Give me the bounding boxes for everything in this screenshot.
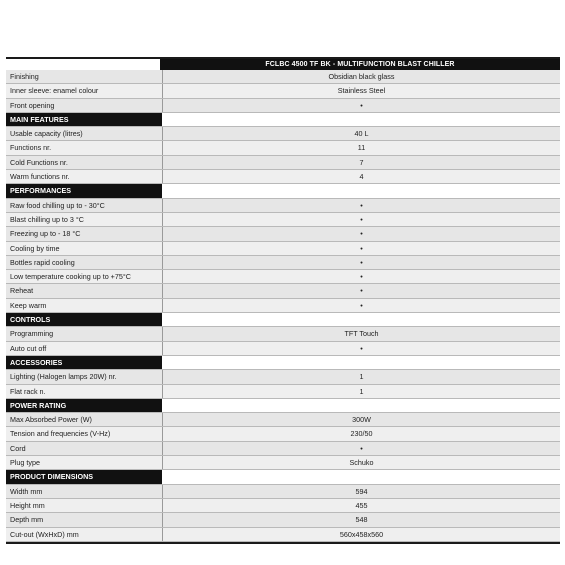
section-fill [162,184,560,197]
spec-label: Auto cut off [6,342,163,355]
spec-label: Bottles rapid cooling [6,256,163,269]
spec-row [6,141,560,155]
spec-value: • [163,99,560,112]
spec-label: Low temperature cooking up to +75°C [6,270,163,283]
spec-value: 1 [163,385,560,398]
spec-row [6,485,560,499]
spec-label: Flat rack n. [6,385,163,398]
section-rows [6,485,560,542]
title-blank-cell [6,59,160,70]
section-heading: ACCESSORIES [6,356,162,369]
title-row [6,57,560,70]
spec-label: Lighting (Halogen lamps 20W) nr. [6,370,163,383]
spec-label: Keep warm [6,299,163,312]
section-header [6,113,560,127]
spec-label: Warm functions nr. [6,170,163,183]
spec-label: Cold Functions nr. [6,156,163,169]
section-header [6,313,560,327]
spec-row [6,427,560,441]
spec-label: Front opening [6,99,163,112]
spec-label: Programming [6,327,163,340]
spec-label: Inner sleeve: enamel colour [6,84,163,97]
spec-row [6,156,560,170]
spec-label: Cut-out (WxHxD) mm [6,528,163,541]
spec-row [6,370,560,384]
spec-label: Depth mm [6,513,163,526]
spec-value: 11 [163,141,560,154]
spec-label: Height mm [6,499,163,512]
spec-label: Freezing up to - 18 °C [6,227,163,240]
spec-row [6,84,560,98]
spec-row [6,342,560,356]
section-heading: POWER RATING [6,399,162,412]
spec-row [6,442,560,456]
spec-label: Usable capacity (litres) [6,127,163,140]
spec-row [6,242,560,256]
section-heading: PRODUCT DIMENSIONS [6,470,162,483]
spec-label: Raw food chilling up to - 30°C [6,199,163,212]
spec-label: Reheat [6,284,163,297]
spec-row [6,99,560,113]
spec-value: 455 [163,499,560,512]
spec-value: • [163,299,560,312]
section-rows [6,127,560,184]
spec-row [6,284,560,298]
spec-value: • [163,442,560,455]
section-header [6,470,560,484]
spec-value: 230/50 [163,427,560,440]
section-header [6,399,560,413]
section-fill [162,113,560,126]
spec-value: • [163,284,560,297]
spec-value: • [163,256,560,269]
spec-row [6,213,560,227]
section-heading: PERFORMANCES [6,184,162,197]
spec-label: Functions nr. [6,141,163,154]
spec-label: Cooling by time [6,242,163,255]
spec-value: 300W [163,413,560,426]
spec-value: • [163,213,560,226]
spec-label: Tension and frequencies (V-Hz) [6,427,163,440]
spec-row [6,270,560,284]
spec-value: Obsidian black glass [163,70,560,83]
spec-row [6,513,560,527]
spec-value: 548 [163,513,560,526]
spec-label: Finishing [6,70,163,83]
spec-label: Cord [6,442,163,455]
section-rows [6,413,560,470]
spec-sheet [6,57,560,544]
spec-row [6,299,560,313]
spec-row [6,456,560,470]
spec-value: 1 [163,370,560,383]
spec-label: Plug type [6,456,163,469]
section-rows [6,370,560,399]
spec-value: 594 [163,485,560,498]
spec-label: Blast chilling up to 3 °C [6,213,163,226]
spec-value: 40 L [163,127,560,140]
section-fill [162,399,560,412]
section-heading: CONTROLS [6,313,162,326]
spec-value: • [163,242,560,255]
spec-label: Width mm [6,485,163,498]
spec-value: • [163,270,560,283]
spec-row [6,170,560,184]
spec-row [6,385,560,399]
spec-table-body [6,70,560,542]
spec-row [6,256,560,270]
spec-value: • [163,342,560,355]
product-title: FCLBC 4500 TF BK - MULTIFUNCTION BLAST CHILLER [160,59,560,70]
spec-row [6,413,560,427]
section-header [6,184,560,198]
section-rows [6,70,560,113]
spec-value: Stainless Steel [163,84,560,97]
spec-value: 7 [163,156,560,169]
section-fill [162,356,560,369]
spec-value: TFT Touch [163,327,560,340]
spec-value: 4 [163,170,560,183]
spec-row [6,327,560,341]
spec-value: 560x458x560 [163,528,560,541]
spec-row [6,499,560,513]
section-fill [162,470,560,483]
spec-row [6,528,560,542]
section-header [6,356,560,370]
spec-row [6,227,560,241]
spec-value: • [163,199,560,212]
spec-row [6,199,560,213]
spec-label: Max Absorbed Power (W) [6,413,163,426]
spec-row [6,127,560,141]
section-rows [6,199,560,313]
spec-value: • [163,227,560,240]
spec-row [6,70,560,84]
spec-value: Schuko [163,456,560,469]
section-rows [6,327,560,356]
section-heading: MAIN FEATURES [6,113,162,126]
section-fill [162,313,560,326]
